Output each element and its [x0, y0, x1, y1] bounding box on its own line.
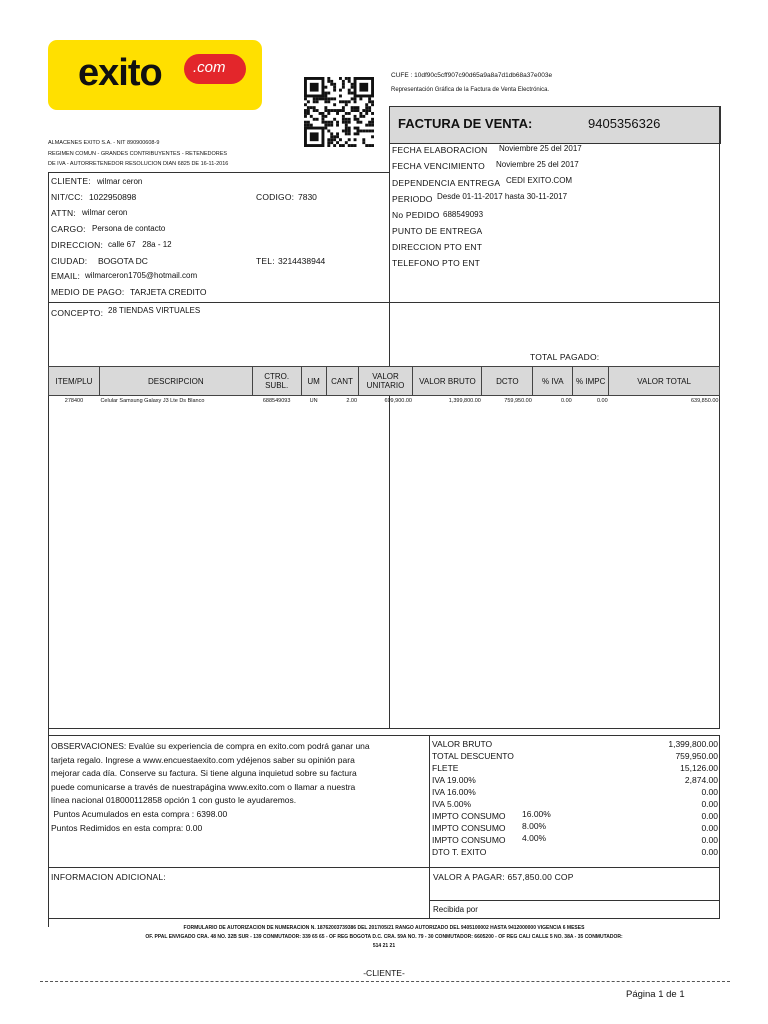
totals-row-value: 2,874.00: [684, 775, 718, 785]
invoice-number: 9405356326: [588, 116, 661, 131]
nit-value: 1022950898: [89, 192, 137, 202]
venc-label: FECHA VENCIMIENTO: [392, 161, 485, 171]
totals-row-label: IMPTO CONSUMO: [432, 835, 506, 845]
cell-valor-unitario: 699,900.00: [384, 398, 412, 404]
totals-row-value: 0.00: [701, 787, 718, 797]
email-label: EMAIL:: [51, 271, 81, 281]
direccion-pto-label: DIRECCION PTO ENT: [392, 242, 483, 252]
informacion-adicional-label: INFORMACION ADICIONAL:: [51, 872, 166, 882]
totals-row-label: TOTAL DESCUENTO: [432, 751, 514, 761]
totals-row-value: 0.00: [701, 799, 718, 809]
copy-label: -CLIENTE-: [363, 968, 405, 978]
logo-suffix: .com: [193, 59, 226, 76]
pedido-label: No PEDIDO: [392, 210, 440, 220]
totals-row-value: 0.00: [701, 835, 718, 845]
header-item-plu: ITEM/PLU: [49, 367, 100, 396]
codigo-value: 7830: [298, 192, 317, 202]
email-value: wilmarceron1705@hotmail.com: [85, 271, 198, 280]
totals-row-percent: 4.00%: [522, 833, 547, 843]
attn-label: ATTN:: [51, 208, 76, 218]
totals-row-label: IVA 5.00%: [432, 799, 472, 809]
pago-label: MEDIO DE PAGO:: [51, 287, 125, 297]
total-pagado-label: TOTAL PAGADO:: [530, 352, 600, 362]
cell-pct-iva: 0.00: [561, 398, 572, 404]
codigo-label: CODIGO:: [256, 192, 295, 202]
totals-row-value: 0.00: [701, 847, 718, 857]
header-ctro-subl: CTRO. SUBL.: [252, 367, 301, 396]
totals-row: [432, 799, 718, 811]
header-pct-impc: % IMPC: [573, 367, 609, 396]
attn-value: wilmar ceron: [82, 208, 128, 217]
footer-autorizacion: FORMULARIO DE AUTORIZACION DE NUMERACION N. 18762003739386 DEL 2017/05/21 RANGO AUTORIZADO DEL 9405100002 HASTA 9412000000 VIGENCIA 6 MESES: [183, 925, 585, 931]
company-line-1: ALMACENES EXITO S.A. - NIT 890900608-9: [48, 140, 160, 146]
header-valor-total: VALOR TOTAL: [609, 367, 720, 396]
invoice-title-label: FACTURA DE VENTA:: [398, 116, 533, 131]
concepto-label: CONCEPTO:: [51, 308, 104, 318]
footer-conmutador: 514 21 21: [372, 943, 396, 949]
cell-ctro-subl: 688549093: [262, 398, 291, 404]
totals-row-label: IVA 19.00%: [432, 775, 476, 785]
totals-row: [432, 787, 718, 799]
observaciones-label: OBSERVACIONES:: [51, 741, 127, 751]
recibida-por-label: Recibida por: [433, 905, 478, 914]
cell-item-plu: 278400: [64, 398, 84, 404]
items-table: [48, 366, 720, 406]
ciudad-label: CIUDAD:: [51, 256, 88, 266]
periodo-value: Desde 01-11-2017 hasta 30-11-2017: [437, 192, 568, 201]
qr-code-icon: [303, 77, 375, 147]
totals-row-label: DTO T. EXITO: [432, 847, 487, 857]
totals-row: [432, 823, 718, 835]
periodo-label: PERIODO: [392, 194, 433, 204]
observaciones-line-6: Puntos Acumulados en esta compra : 6398.00: [51, 808, 228, 819]
totals-row-value: 759,950.00: [675, 751, 718, 761]
totals-row-label: IMPTO CONSUMO: [432, 823, 506, 833]
header-um: UM: [301, 367, 326, 396]
company-line-2: REGIMEN COMUN - GRANDES CONTRIBUYENTES - RETENEDORES: [48, 151, 228, 157]
observaciones-line-1: Evalúe su experiencia de compra en exito.com podrá ganar una: [128, 741, 370, 751]
totals-row-label: IVA 16.00%: [432, 787, 476, 797]
cargo-label: CARGO:: [51, 224, 86, 234]
tel-label: TEL:: [256, 256, 275, 266]
totals-row: [432, 811, 718, 823]
totals-block: [432, 739, 718, 859]
exito-logo: [48, 40, 262, 110]
elab-label: FECHA ELABORACION: [392, 145, 488, 155]
totals-row-value: 1,399,800.00: [668, 739, 718, 749]
observaciones-line-2: tarjeta regalo. Ingrese a www.encuestaexito.com ydéjenos saber su opinión para: [51, 754, 355, 765]
table-header-row: [49, 367, 720, 396]
totals-row: [432, 847, 718, 859]
observaciones-line-5: línea nacional 018000112858 opción 1 con gusto le ayudaremos.: [51, 795, 297, 806]
cargo-value: Persona de contacto: [92, 224, 166, 233]
punto-entrega-label: PUNTO DE ENTREGA: [392, 226, 483, 236]
header-cant: CANT: [326, 367, 358, 396]
cell-um: UN: [309, 398, 318, 404]
nit-label: NIT/CC:: [51, 192, 84, 202]
representacion-text: Representación Gráfica de la Factura de Venta Electrónica.: [391, 87, 550, 93]
page-number: Página 1 de 1: [626, 989, 685, 1000]
header-valor-bruto: VALOR BRUTO: [413, 367, 482, 396]
tel-value: 3214438944: [278, 256, 326, 266]
totals-row-label: IMPTO CONSUMO: [432, 811, 506, 821]
header-descripcion: DESCRIPCION: [99, 367, 252, 396]
cell-cant: 2.00: [346, 398, 358, 404]
totals-row: [432, 775, 718, 787]
table-row: [49, 396, 720, 407]
concepto-value: 28 TIENDAS VIRTUALES: [108, 306, 201, 315]
cliente-label: CLIENTE:: [51, 176, 91, 186]
totals-row: [432, 835, 718, 847]
header-valor-unitario: VALOR UNITARIO: [358, 367, 413, 396]
header-dcto: DCTO: [482, 367, 533, 396]
header-pct-iva: % IVA: [533, 367, 573, 396]
cell-valor-bruto: 1,399,800.00: [448, 398, 481, 404]
totals-row-value: 15,126.00: [680, 763, 718, 773]
logo-wordmark: exito: [78, 52, 162, 94]
observaciones-line-4: puede comunicarse a través de nuestrapágina www.exito.com o llamar a nuestra: [51, 781, 356, 792]
invoice-title-box: [389, 106, 721, 144]
totals-row: [432, 751, 718, 763]
company-line-3: DE IVA - AUTORRETENEDOR RESOLUCION DIAN 6825 DE 16-11-2016: [48, 161, 229, 167]
totals-row-value: 0.00: [701, 823, 718, 833]
totals-row-label: FLETE: [432, 763, 459, 773]
pedido-value: 688549093: [443, 210, 484, 219]
totals-row-percent: 8.00%: [522, 821, 547, 831]
direccion-label: DIRECCION:: [51, 240, 104, 250]
totals-row-percent: 16.00%: [522, 809, 551, 819]
cell-dcto: 759,950.00: [504, 398, 532, 404]
totals-row-value: 0.00: [701, 811, 718, 821]
totals-row: [432, 739, 718, 751]
ciudad-value: BOGOTA DC: [98, 256, 148, 266]
pago-value: TARJETA CREDITO: [130, 287, 207, 297]
footer-oficinas: OF. PPAL ENVIGADO CRA. 48 NO. 32B SUR - 139 CONMUTADOR: 339 65 65 - OF REG BOGOTA D.C. CRA. 59A NO. 79 - 30 CONMUTADOR: 6605200 - OF REG CALI CALLE 5 NO. 38A - 35 CONMUTADOR:: [145, 934, 623, 940]
cell-pct-impc: 0.00: [596, 398, 608, 404]
venc-value: Noviembre 25 del 2017: [496, 160, 579, 169]
dashed-divider: [40, 981, 730, 982]
cufe-text: CUFE : 10df90c5cff907c90d65a9a8a7d1db68a37e003e: [391, 72, 553, 79]
telefono-pto-label: TELEFONO PTO ENT: [392, 258, 481, 268]
observaciones-line-3: mejorar cada día. Conserve su factura. Si tiene alguna inquietud sobre su factura: [51, 768, 357, 779]
dep-value: CEDI EXITO.COM: [506, 176, 573, 185]
cliente-value: wilmar ceron: [97, 177, 143, 186]
observaciones-line-7: Puntos Redimidos en esta compra: 0.00: [51, 822, 203, 833]
totals-row: [432, 763, 718, 775]
cell-valor-total: 639,850.00: [690, 398, 719, 404]
direccion-value: calle 67 28a - 12: [108, 240, 172, 249]
totals-row-label: VALOR BRUTO: [432, 739, 493, 749]
observaciones: [51, 740, 426, 835]
valor-a-pagar: VALOR A PAGAR: 657,850.00 COP: [433, 872, 574, 882]
dep-label: DEPENDENCIA ENTREGA: [392, 178, 501, 188]
cell-descripcion: Celular Samsung Galaxy J3 Lte Ds Blanco: [100, 398, 205, 404]
elab-value: Noviembre 25 del 2017: [499, 144, 582, 153]
